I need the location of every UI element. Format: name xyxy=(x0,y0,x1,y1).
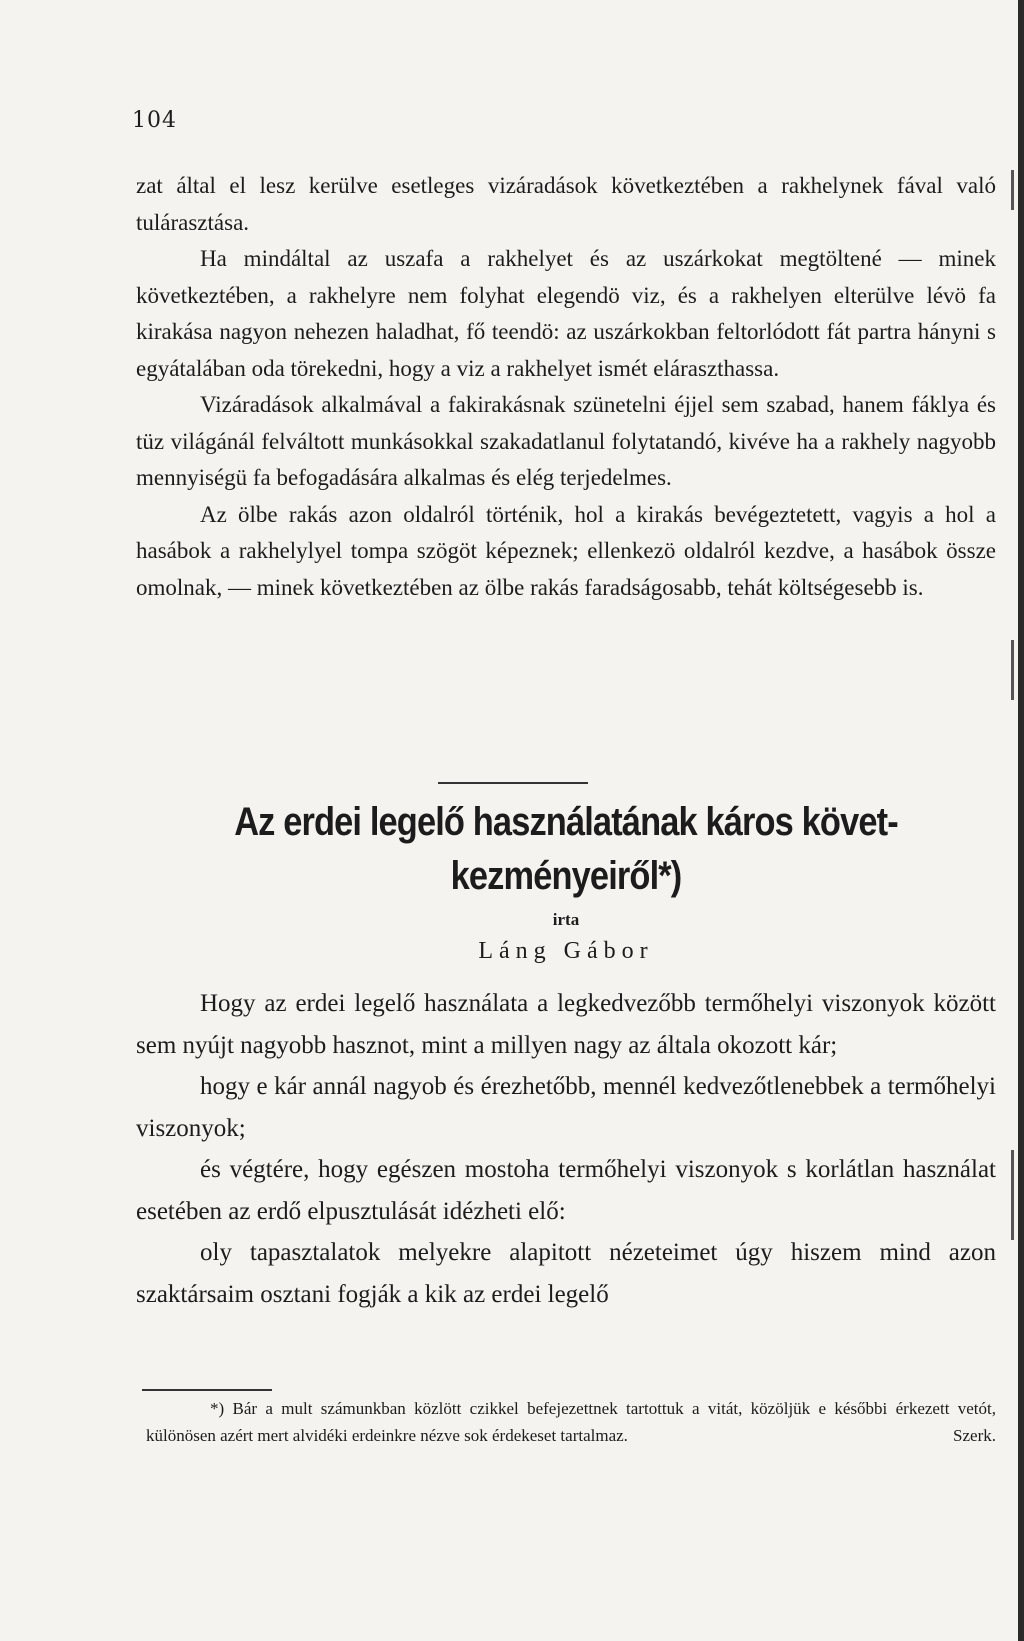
article-title-line-2: kezményeiről*) xyxy=(450,854,682,898)
article-title xyxy=(193,795,939,903)
paragraph: és végtére, hogy egészen mostoha termőhelyi viszonyok s korlátlan használat esetében az erdő elpusztulását idézheti elő: xyxy=(136,1156,996,1225)
footnote-divider xyxy=(142,1389,272,1391)
footnote-text: *) Bár a mult számunkban közlött czikkel befejezettnek tartottuk a vitát, közöljük e későbbi érkezett vetót, különösen azért mert alvidéki erdeinkre nézve sok érdekeset tartalmaz. xyxy=(146,1399,996,1445)
section-continued-text xyxy=(136,168,996,606)
page-number: 104 xyxy=(132,108,177,133)
footnote-signature: Szerk. xyxy=(953,1426,996,1445)
section-divider xyxy=(438,782,588,784)
paragraph: Ha mindáltal az uszafa a rakhelyet és az uszárkokat megtöltené — minek következtében, a rakhelyre nem folyhat elegendö viz, és a rakhelyen elterülve lévö fa kirakása nagyon nehezen haladhat, fő teendö: az uszárkokban feltorlódott fát partra hányni s egyátalában oda törekedni, hogy a viz a rakhelyet ismét eláraszthassa. xyxy=(136,246,996,381)
footnote xyxy=(146,1395,996,1449)
page-edge-mark xyxy=(1011,640,1014,700)
paragraph: zat által el lesz kerülve esetleges vizáradások következtében a rakhelynek fával való tulárasztása. xyxy=(136,173,996,235)
article-title-line-1: Az erdei legelő használatának káros követ- xyxy=(234,800,898,844)
page-edge-mark xyxy=(1011,170,1014,210)
paragraph: Hogy az erdei legelő használata a legkedvezőbb termőhelyi viszonyok között sem nyújt nagyobb hasznot, mint a millyen nagy az általa okozott kár; xyxy=(136,990,996,1059)
page-edge-mark xyxy=(1011,1150,1014,1240)
paragraph: Vizáradások alkalmával a fakirakásnak szünetelni éjjel sem szabad, hanem fáklya és tüz világánál felváltott munkásokkal szakadatlanul folytatandó, kivéve ha a rakhely nagyobb mennyiségü fa befogadására alkalmas és elég terjedelmes. xyxy=(136,392,996,490)
author-name: Láng Gábor xyxy=(478,938,654,964)
byline: irta xyxy=(552,910,580,929)
paragraph: hogy e kár annál nagyob és érezhetőbb, mennél kedvezőtlenebbek a termőhelyi viszonyok; xyxy=(136,1073,996,1142)
paragraph: Az ölbe rakás azon oldalról történik, hol a kirakás bevégeztetett, vagyis a hol a hasábok a rakhelylyel tompa szögöt képeznek; ellenkezö oldalról kezdve, a hasábok össze omolnak, — minek következtében az ölbe rakás faradságosabb, tehát költségesebb is. xyxy=(136,501,996,600)
page-edge-shadow xyxy=(1018,0,1024,1641)
paragraph: oly tapasztalatok melyekre alapitott nézeteimet úgy hiszem mind azon szaktársaim osztani fogják a kik az erdei legelő xyxy=(136,1239,996,1308)
article-body xyxy=(136,983,996,1315)
